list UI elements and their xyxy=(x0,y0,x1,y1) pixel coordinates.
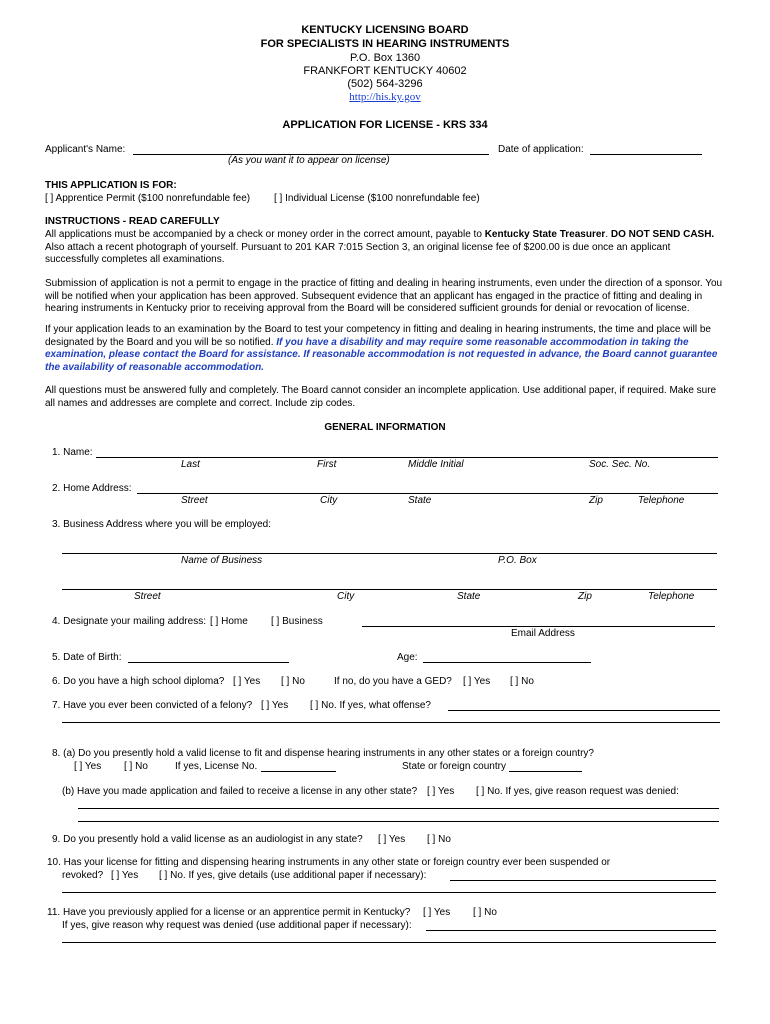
license-no-field[interactable] xyxy=(261,771,336,772)
q10-label: 10. Has your license for fitting and dispensing hearing instruments in any other state or foreign country ever been suspended or xyxy=(47,857,611,868)
ged-question: If no, do you have a GED? xyxy=(334,676,452,687)
q9-label: 9. Do you presently hold a valid license as an audiologist in any state? xyxy=(52,834,363,845)
instructions-paragraph-3 xyxy=(45,324,725,374)
q7-label: 7. Have you ever been convicted of a felony? xyxy=(52,700,253,711)
foreign-state-field[interactable] xyxy=(509,771,582,772)
diploma-no-checkbox[interactable]: [ ] No xyxy=(281,676,305,687)
q11-reason-label: If yes, give reason why request was denied (use additional paper if necessary): xyxy=(62,920,412,931)
q1-middle-label: Middle Initial xyxy=(408,459,464,470)
board-subtitle: FOR SPECIALISTS IN HEARING INSTRUMENTS xyxy=(260,38,510,50)
q5-label: 5. Date of Birth: xyxy=(52,652,122,663)
mailing-business-checkbox[interactable]: [ ] Business xyxy=(271,616,323,627)
q3-po-label: P.O. Box xyxy=(498,555,537,566)
felony-offense-field[interactable] xyxy=(448,710,720,711)
p1-text: All applications must be accompanied by a check or money order in the correct amount, payable to xyxy=(45,229,485,240)
q4-label: 4. Designate your mailing address: xyxy=(52,616,206,627)
instructions-heading: INSTRUCTIONS - READ CAREFULLY xyxy=(45,216,220,227)
board-name: KENTUCKY LICENSING BOARD xyxy=(301,24,469,36)
email-field[interactable] xyxy=(362,626,715,627)
instructions-paragraph-4: All questions must be answered fully and completely. The Board cannot consider an incomplete application. Use additional paper, if required. Make sure all names and addresses are complete and correct. Include zip codes. xyxy=(45,385,717,409)
po-box: P.O. Box 1360 xyxy=(349,52,421,64)
q2-zip-label: Zip xyxy=(589,495,603,506)
audiologist-no-checkbox[interactable]: [ ] No xyxy=(427,834,451,845)
q8a-label: 8. (a) Do you presently hold a valid license to fit and dispense hearing instruments in any other states or a foreign country? xyxy=(52,748,594,759)
instructions-paragraph-2: Submission of application is not a permit to engage in the practice of fitting and dealing in hearing instruments, even under the direction of a sponsor. You will be notified when your application has been approved. Subsequent evidence that an applicant has engaged in the practice of fitting and dealing in hearing instruments in Kentucky prior to receiving approval from the Board will be considered sufficient grounds for denial or revocation of license. xyxy=(45,278,723,315)
q1-last-label: Last xyxy=(181,459,200,470)
email-label: Email Address xyxy=(511,628,575,639)
q3-label: 3. Business Address where you will be employed: xyxy=(52,519,272,530)
date-of-application-field[interactable] xyxy=(590,154,702,155)
prior-denial-field-2[interactable] xyxy=(62,942,716,943)
home-address-field[interactable] xyxy=(137,493,718,494)
prior-app-yes-checkbox[interactable]: [ ] Yes xyxy=(423,907,451,918)
foreign-state-label: State or foreign country xyxy=(402,761,506,772)
instructions-paragraph-1 xyxy=(45,229,725,267)
city-state: FRANKFORT KENTUCKY 40602 xyxy=(303,65,467,77)
other-license-yes-checkbox[interactable]: [ ] Yes xyxy=(74,761,102,772)
p1-punct: . xyxy=(605,229,611,240)
failed-app-yes-checkbox[interactable]: [ ] Yes xyxy=(427,786,455,797)
q2-label: 2. Home Address: xyxy=(52,483,132,494)
license-no-label: If yes, License No. xyxy=(175,761,258,772)
p3-text: If your application leads to an examination by the Board to test your competency in fitting and dealing in hearing instruments, the time and place will be designated by the Board and you will be so notified. xyxy=(45,324,711,348)
q11-label: 11. Have you previously applied for a license or an apprentice permit in Kentucky? xyxy=(47,907,411,918)
q1-label: 1. Name: xyxy=(52,447,93,458)
denial-reason-field[interactable] xyxy=(78,808,719,809)
age-field[interactable] xyxy=(423,662,591,663)
business-name-field[interactable] xyxy=(62,553,717,554)
suspension-details-field[interactable] xyxy=(450,880,716,881)
ged-no-checkbox[interactable]: [ ] No xyxy=(510,676,534,687)
general-info-heading: GENERAL INFORMATION xyxy=(324,422,446,433)
website-link-wrap xyxy=(0,91,770,103)
form-title: APPLICATION FOR LICENSE - KRS 334 xyxy=(282,119,488,131)
q2-street-label: Street xyxy=(181,495,208,506)
applicant-name-label: Applicant's Name: xyxy=(45,144,126,155)
phone: (502) 564-3296 xyxy=(347,78,423,90)
audiologist-yes-checkbox[interactable]: [ ] Yes xyxy=(378,834,406,845)
website-link[interactable]: http://his.ky.gov xyxy=(349,91,421,103)
date-of-application-label: Date of application: xyxy=(498,144,584,155)
q3-zip-label: Zip xyxy=(578,591,592,602)
felony-no-checkbox[interactable]: [ ] No. If yes, what offense? xyxy=(310,700,431,711)
q1-ssn-label: Soc. Sec. No. xyxy=(589,459,651,470)
individual-license-checkbox[interactable]: [ ] Individual License ($100 nonrefundable fee) xyxy=(274,193,480,204)
date-of-birth-field[interactable] xyxy=(128,662,289,663)
ged-yes-checkbox[interactable]: [ ] Yes xyxy=(463,676,491,687)
q3-telephone-label: Telephone xyxy=(648,591,695,602)
q3-state-label: State xyxy=(457,591,481,602)
suspended-no-checkbox[interactable]: [ ] No. If yes, give details (use additional paper if necessary): xyxy=(159,870,427,881)
application-for-heading: THIS APPLICATION IS FOR: xyxy=(45,180,177,191)
q3-name-label: Name of Business xyxy=(181,555,263,566)
q8b-label: (b) Have you made application and failed to receive a license in any other state? xyxy=(62,786,418,797)
prior-denial-field[interactable] xyxy=(426,930,716,931)
business-street-field[interactable] xyxy=(62,589,717,590)
age-label: Age: xyxy=(397,652,418,663)
suspension-details-field-2[interactable] xyxy=(62,892,716,893)
applicant-name-hint: (As you want it to appear on license) xyxy=(228,155,390,166)
prior-app-no-checkbox[interactable]: [ ] No xyxy=(473,907,497,918)
mailing-home-checkbox[interactable]: [ ] Home xyxy=(210,616,248,627)
p1-text-rest: Also attach a recent photograph of yourself. Pursuant to 201 KAR 7:015 Section 3, an original license fee of $200.00 is due once an applicant successfully completes all examinations. xyxy=(45,241,671,266)
q6-label: 6. Do you have a high school diploma? xyxy=(52,676,225,687)
diploma-yes-checkbox[interactable]: [ ] Yes xyxy=(233,676,261,687)
q1-first-label: First xyxy=(317,459,337,470)
apprentice-permit-checkbox[interactable]: [ ] Apprentice Permit ($100 nonrefundable fee) xyxy=(45,193,251,204)
q3-city-label: City xyxy=(337,591,355,602)
suspended-yes-checkbox[interactable]: [ ] Yes xyxy=(111,870,139,881)
q3-street-label: Street xyxy=(134,591,161,602)
accommodation-notice: If you have a disability and may require some reasonable accommodation in taking the examination, please contact the Board for assistance. If reasonable accommodation is not requested in advance, the Board cannot guarantee the availability of reasonable accommodation. xyxy=(45,336,718,373)
felony-yes-checkbox[interactable]: [ ] Yes xyxy=(261,700,289,711)
payee: Kentucky State Treasurer xyxy=(484,229,606,240)
q10-revoked-label: revoked? xyxy=(62,870,104,881)
denial-reason-field-2[interactable] xyxy=(78,821,719,822)
other-license-no-checkbox[interactable]: [ ] No xyxy=(124,761,148,772)
no-cash-warning: DO NOT SEND CASH. xyxy=(610,229,715,240)
q2-state-label: State xyxy=(408,495,432,506)
q2-city-label: City xyxy=(320,495,338,506)
failed-app-no-checkbox[interactable]: [ ] No. If yes, give reason request was denied: xyxy=(476,786,679,797)
name-field[interactable] xyxy=(96,457,718,458)
felony-offense-field-2[interactable] xyxy=(62,722,720,723)
q2-telephone-label: Telephone xyxy=(638,495,685,506)
